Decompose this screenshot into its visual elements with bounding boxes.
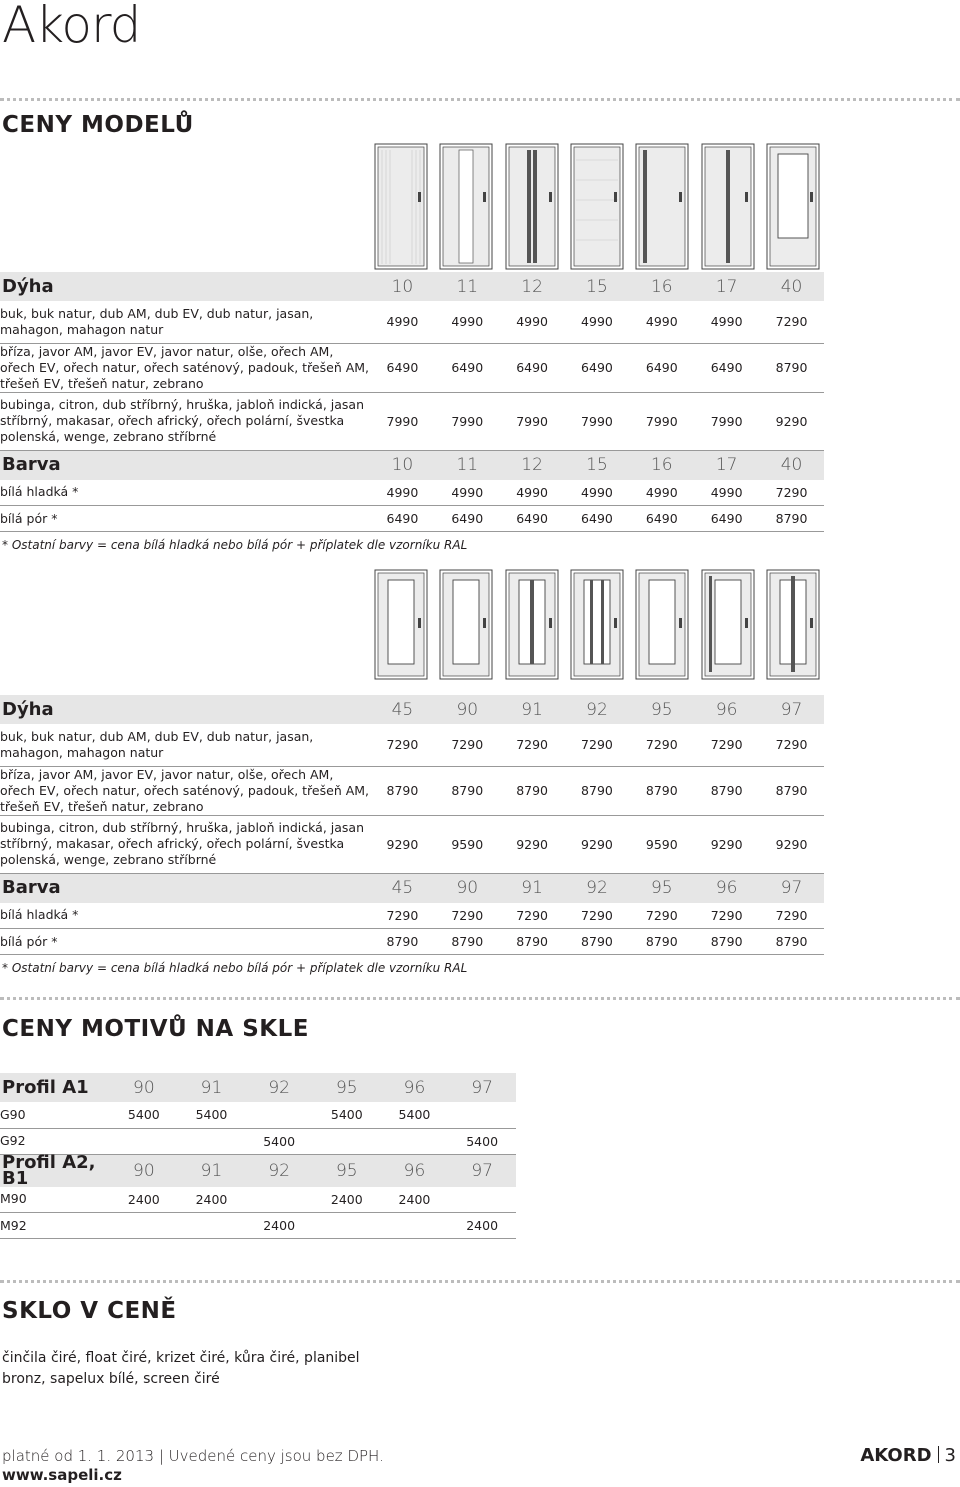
table-row [0,506,824,532]
price-cell: 8790 [629,766,694,815]
price-cell: 4990 [565,480,630,506]
table-row [0,480,824,506]
price-cell [110,1128,178,1154]
price-cell: 6490 [435,343,500,392]
glass-list: činčila čiré, float čiré, krizet čiré, kůra čiré, planibel bronz, sapelux bílé, screen čiré [2,1350,360,1387]
column-header: 12 [500,450,565,480]
door-17 [701,130,755,270]
price-table-models-2 [0,695,824,955]
price-cell: 9290 [694,815,759,873]
price-cell: 7290 [435,903,500,929]
column-header: 96 [381,1154,449,1187]
door-96 [701,560,755,680]
price-cell: 7990 [629,392,694,450]
door-15 [570,130,624,270]
column-header: 91 [178,1073,246,1102]
door-illustrations-row1 [374,130,820,270]
header-label: Dýha [0,695,370,724]
table-row [0,724,824,766]
price-cell: 8790 [629,929,694,955]
price-cell: 6490 [435,506,500,532]
price-cell: 6490 [370,343,435,392]
column-header: 16 [629,450,694,480]
price-cell: 7290 [694,903,759,929]
price-cell: 7290 [759,724,824,766]
section-title-glass-included: SKLO V CENĚ [2,1298,177,1324]
price-table-models-1 [0,272,824,532]
column-header: 15 [565,450,630,480]
price-cell: 7290 [500,903,565,929]
price-cell: 7990 [565,392,630,450]
row-label: bílá hladká * [0,480,370,506]
price-cell: 2400 [381,1187,449,1213]
price-cell: 5400 [313,1102,381,1128]
divider [0,997,960,1000]
price-cell: 5400 [448,1128,516,1154]
column-header: 96 [694,695,759,724]
price-cell: 5400 [178,1102,246,1128]
price-cell: 6490 [500,506,565,532]
column-header: 95 [629,695,694,724]
row-label: bílá hladká * [0,903,370,929]
price-cell: 6490 [370,506,435,532]
price-cell: 8790 [565,929,630,955]
column-header: 11 [435,272,500,301]
price-cell: 8790 [435,929,500,955]
price-cell: 7990 [370,392,435,450]
price-cell: 7290 [759,480,824,506]
table-row [0,903,824,929]
price-cell: 5400 [381,1102,449,1128]
price-cell: 7290 [565,903,630,929]
price-cell: 8790 [759,929,824,955]
section-title-models: CENY MODELŮ [2,112,194,138]
price-cell: 7990 [500,392,565,450]
price-cell: 4990 [565,301,630,343]
header-label: Barva [0,450,370,480]
footnote: * Ostatní barvy = cena bílá hladká nebo bílá pór + příplatek dle vzorníku RAL [2,538,468,552]
row-label: bubinga, citron, dub stříbrný, hruška, jabloň indická, jasan stříbrný, makasar, ořech africký, ořech polární, švestka polenská, wenge, zebrano stříbrné [0,392,370,450]
page-number: 3 [944,1445,956,1466]
website-link[interactable]: www.sapeli.cz [2,1466,122,1484]
column-header: 11 [435,450,500,480]
price-cell [448,1102,516,1128]
row-label: bílá pór * [0,506,370,532]
price-cell [313,1128,381,1154]
price-cell: 2400 [448,1213,516,1239]
price-cell: 4990 [694,301,759,343]
brand-name: AKORD [860,1445,932,1466]
table-header-color [0,873,824,903]
price-cell: 7290 [370,724,435,766]
column-header: 97 [759,695,824,724]
column-header: 15 [565,272,630,301]
column-header: 96 [381,1073,449,1102]
price-cell [245,1102,313,1128]
row-label: buk, buk natur, dub AM, dub EV, dub natur, jasan, mahagon, mahagon natur [0,724,370,766]
footer-brand-page [860,1445,956,1466]
price-cell: 7290 [500,724,565,766]
row-label: G90 [0,1102,110,1128]
price-cell: 5400 [245,1128,313,1154]
price-cell [110,1213,178,1239]
price-cell: 8790 [759,766,824,815]
price-cell: 8790 [500,766,565,815]
column-header: 97 [448,1154,516,1187]
price-cell: 4990 [694,480,759,506]
price-cell: 8790 [565,766,630,815]
column-header: 45 [370,695,435,724]
price-cell: 6490 [500,343,565,392]
price-cell: 2400 [313,1187,381,1213]
price-cell [245,1187,313,1213]
divider [0,1280,960,1283]
column-header: 96 [694,873,759,903]
divider [0,98,960,101]
column-header: 16 [629,272,694,301]
price-cell: 6490 [629,343,694,392]
door-11 [439,130,493,270]
table-header-profile-a1 [0,1073,516,1102]
price-cell: 2400 [245,1213,313,1239]
door-90 [439,560,493,680]
price-cell: 9590 [435,815,500,873]
column-header: 17 [694,272,759,301]
column-header: 92 [245,1073,313,1102]
row-label: bříza, javor AM, javor EV, javor natur, olše, ořech AM, ořech EV, ořech natur, ořech saténový, padouk, třešeň AM, třešeň EV, třešeň natur, zebrano [0,343,370,391]
price-cell: 8790 [694,766,759,815]
column-header: 91 [500,695,565,724]
column-header: 10 [370,450,435,480]
column-header: 95 [629,873,694,903]
row-label: buk, buk natur, dub AM, dub EV, dub natur, jasan, mahagon, mahagon natur [0,301,370,343]
page-title: Akord [2,0,141,54]
column-header: 17 [694,450,759,480]
table-row [0,392,824,450]
price-cell: 4990 [435,301,500,343]
table-row [0,1128,516,1154]
door-16 [635,130,689,270]
table-row [0,766,824,815]
header-label: Dýha [0,272,370,301]
price-cell: 6490 [565,506,630,532]
price-cell: 4990 [370,301,435,343]
price-cell: 4990 [435,480,500,506]
price-cell [448,1187,516,1213]
price-cell: 2400 [110,1187,178,1213]
separator [938,1446,939,1463]
price-cell [381,1128,449,1154]
price-cell: 8790 [759,506,824,532]
row-label: M90 [0,1187,110,1213]
door-12 [505,130,559,270]
row-label: bílá pór * [0,929,370,955]
table-row [0,301,824,343]
column-header: 92 [565,695,630,724]
column-header: 92 [565,873,630,903]
row-label: M92 [0,1213,110,1239]
column-header: 91 [178,1154,246,1187]
price-cell: 5400 [110,1102,178,1128]
section-title-glass-motifs: CENY MOTIVŮ NA SKLE [2,1016,309,1042]
door-10 [374,130,428,270]
header-label: Profil A1 [0,1073,110,1102]
row-label: bubinga, citron, dub stříbrný, hruška, jabloň indická, jasan stříbrný, makasar, ořech africký, ořech polární, švestka polenská, wenge, zebrano stříbrné [0,815,370,873]
price-cell: 4990 [629,480,694,506]
door-illustrations-row2 [374,560,820,680]
column-header: 40 [759,272,824,301]
table-header-color [0,450,824,480]
price-cell: 8790 [370,929,435,955]
door-97 [766,560,820,680]
validity-note: platné od 1. 1. 2013 | Uvedené ceny jsou bez DPH. [2,1447,384,1465]
column-header: 97 [759,873,824,903]
table-row [0,343,824,392]
price-cell: 9290 [759,815,824,873]
column-header: 90 [110,1073,178,1102]
header-label: Barva [0,873,370,903]
price-cell: 7290 [759,903,824,929]
door-45 [374,560,428,680]
column-header: 12 [500,272,565,301]
door-91 [505,560,559,680]
table-row [0,815,824,873]
header-label: Profil A2, B1 [0,1154,110,1187]
price-cell [178,1213,246,1239]
table-row [0,1102,516,1128]
column-header: 90 [110,1154,178,1187]
table-row [0,929,824,955]
price-cell: 2400 [178,1187,246,1213]
door-95 [635,560,689,680]
column-header: 90 [435,695,500,724]
column-header: 95 [313,1073,381,1102]
column-header: 95 [313,1154,381,1187]
price-cell: 8790 [759,343,824,392]
price-cell: 4990 [629,301,694,343]
price-cell: 6490 [694,506,759,532]
price-cell: 6490 [629,506,694,532]
footnote: * Ostatní barvy = cena bílá hladká nebo bílá pór + příplatek dle vzorníku RAL [2,961,468,975]
table-row [0,1187,516,1213]
column-header: 97 [448,1073,516,1102]
row-label: G92 [0,1128,110,1154]
column-header: 10 [370,272,435,301]
price-cell: 4990 [370,480,435,506]
column-header: 92 [245,1154,313,1187]
table-header-veneer [0,272,824,301]
column-header: 91 [500,873,565,903]
column-header: 45 [370,873,435,903]
price-table-glass-motifs [0,1073,516,1239]
price-cell: 6490 [694,343,759,392]
price-cell: 4990 [500,301,565,343]
column-header: 40 [759,450,824,480]
table-row [0,1213,516,1239]
door-40 [766,130,820,270]
price-cell: 7290 [759,301,824,343]
price-cell: 7290 [435,724,500,766]
row-label: bříza, javor AM, javor EV, javor natur, olše, ořech AM, ořech EV, ořech natur, ořech saténový, padouk, třešeň AM, třešeň EV, třešeň natur, zebrano [0,766,370,814]
price-cell: 7290 [629,903,694,929]
price-cell: 7290 [370,903,435,929]
price-cell: 7290 [694,724,759,766]
door-92 [570,560,624,680]
price-cell: 7290 [629,724,694,766]
price-cell [313,1213,381,1239]
price-cell: 7290 [565,724,630,766]
price-cell: 8790 [370,766,435,815]
price-cell [178,1128,246,1154]
price-cell: 8790 [500,929,565,955]
table-header-profile-a2-b1 [0,1154,516,1187]
price-cell: 8790 [694,929,759,955]
price-cell: 9290 [370,815,435,873]
price-cell: 9290 [565,815,630,873]
price-cell: 6490 [565,343,630,392]
price-cell: 7990 [694,392,759,450]
table-header-veneer [0,695,824,724]
price-cell: 4990 [500,480,565,506]
price-cell [381,1213,449,1239]
price-cell: 9290 [500,815,565,873]
price-cell: 8790 [435,766,500,815]
price-cell: 9290 [759,392,824,450]
price-cell: 7990 [435,392,500,450]
column-header: 90 [435,873,500,903]
price-cell: 9590 [629,815,694,873]
